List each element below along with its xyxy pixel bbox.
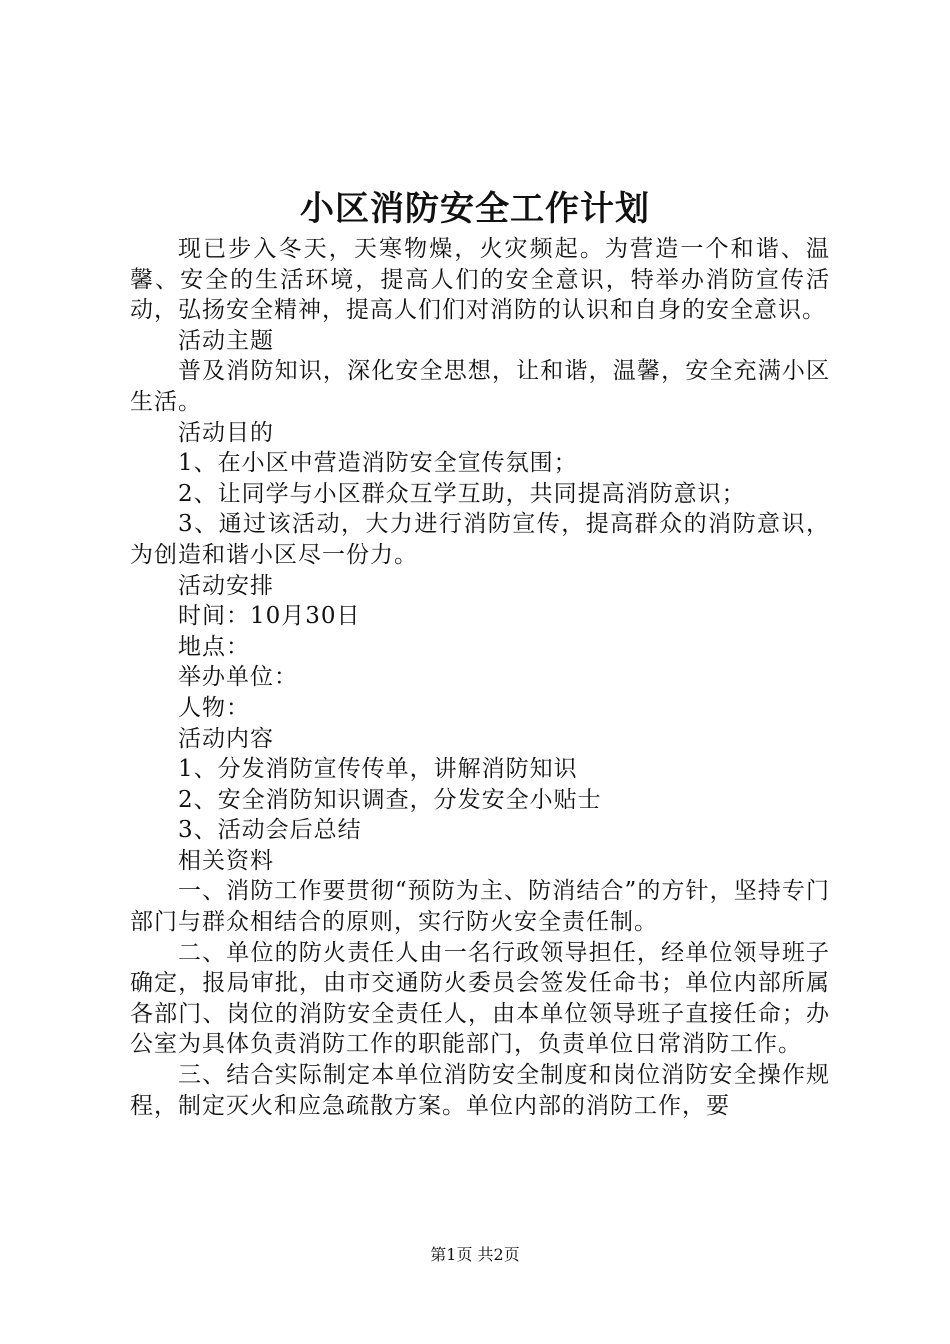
document-title: 小区消防安全工作计划 — [300, 189, 650, 229]
content-item-3: 3、活动会后总结 — [178, 817, 362, 844]
arrangement-time: 时间：10月30日 — [178, 603, 361, 630]
material-item-3: 三、结合实际制定本单位消防安全制度和岗位消防安全操作规程，制定灭火和应急疏散方案。单位内部的消防工作，要 — [130, 1062, 830, 1119]
arrangement-people: 人物： — [178, 694, 250, 721]
paragraph-activity-theme: 普及消防知识，深化安全思想，让和谐，温馨，安全充满小区生活。 — [130, 358, 830, 415]
heading-activity-theme: 活动主题 — [178, 327, 274, 354]
content-item-1: 1、分发消防宣传传单，讲解消防知识 — [178, 756, 578, 783]
purpose-item-2: 2、让同学与小区群众互学互助，共同提高消防意识； — [178, 480, 746, 507]
heading-related-materials: 相关资料 — [178, 847, 274, 874]
material-item-1: 一、消防工作要贯彻“预防为主、防消结合”的方针，坚持专门部门与群众相结合的原则，实行防火安全责任制。 — [130, 878, 830, 936]
page-number-footer: 第1页 共2页 — [430, 1245, 520, 1264]
document-body — [130, 234, 830, 1121]
content-item-2: 2、安全消防知识调查，分发安全小贴士 — [178, 786, 602, 813]
paragraph-intro: 现已步入冬天，天寒物燥，火灾频起。为营造一个和谐、温馨、安全的生活环境，提高人们的安全意识，特举办消防宣传活动，弘扬安全精神，提高人们们对消防的认识和自身的安全意识。 — [130, 236, 830, 324]
arrangement-organizer: 举办单位： — [178, 664, 298, 691]
heading-activity-content: 活动内容 — [178, 725, 274, 752]
purpose-item-1: 1、在小区中营造消防安全宣传氛围； — [178, 450, 578, 477]
material-item-2: 二、单位的防火责任人由一名行政领导担任，经单位领导班子确定，报局审批，由市交通防火委员会签发任命书；单位内部所属各部门、岗位的消防安全责任人，由本单位领导班子直接任命；办公室为具体负责消防工作的职能部门，负责单位日常消防工作。 — [130, 939, 830, 1058]
arrangement-location: 地点： — [178, 633, 250, 660]
heading-activity-purpose: 活动目的 — [178, 419, 274, 446]
purpose-item-3: 3、通过该活动，大力进行消防宣传，提高群众的消防意识，为创造和谐小区尽一份力。 — [130, 511, 830, 568]
heading-activity-arrangement: 活动安排 — [178, 572, 274, 599]
